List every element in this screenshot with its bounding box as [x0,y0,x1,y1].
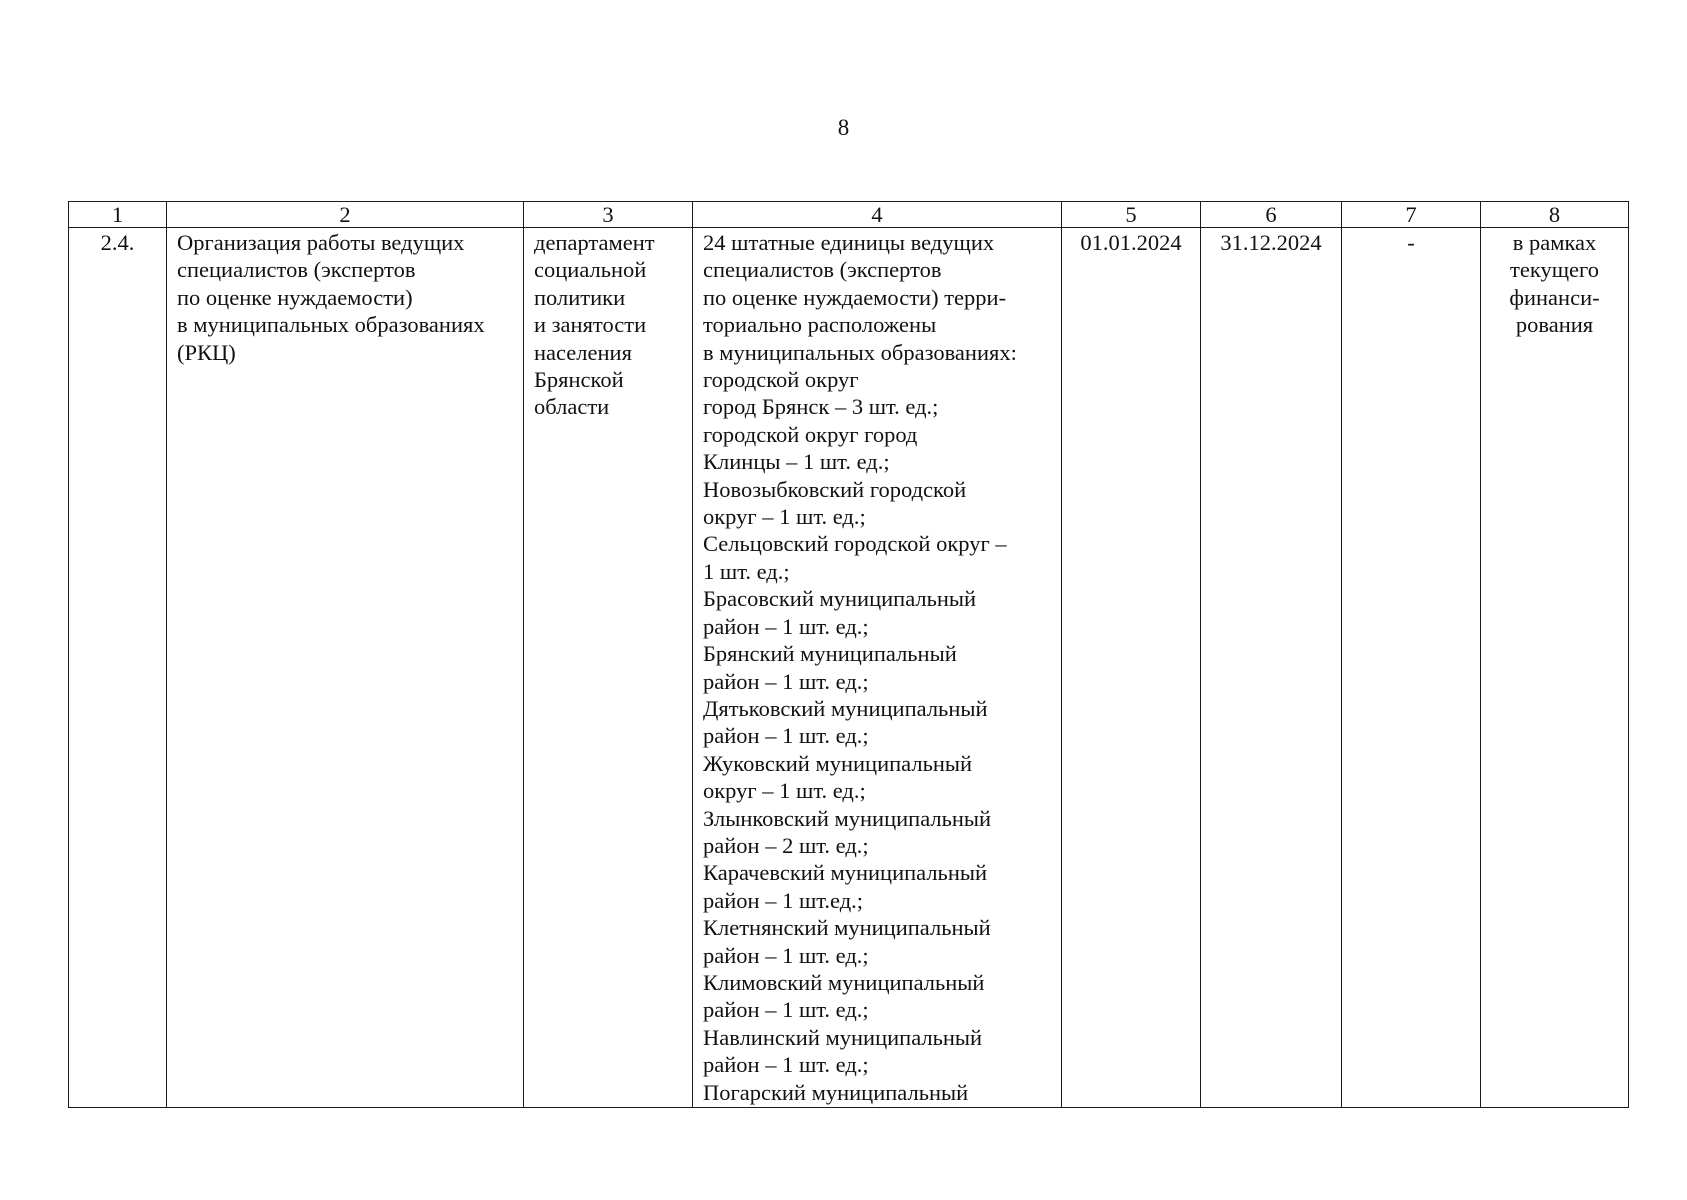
activity-text: Организация работы ведущих специалистов (экспертов по оценке нуждаемости) в муниципальных образованиях (РКЦ) [177,230,485,365]
end-date: 31.12.2024 [1220,230,1322,255]
column-7-value: - [1407,230,1415,255]
header-cell-2: 2 [167,202,524,228]
start-date-cell [1062,228,1201,1108]
column-7-cell [1342,228,1481,1108]
header-cell-1: 1 [69,202,167,228]
row-number-cell [69,228,167,1108]
financing-cell [1481,228,1629,1108]
header-cell-4: 4 [693,202,1062,228]
header-cell-5: 5 [1062,202,1201,228]
header-cell-3: 3 [524,202,693,228]
page-number: 8 [837,115,850,140]
result-cell [693,228,1062,1108]
activity-cell [167,228,524,1108]
header-cell-6: 6 [1201,202,1342,228]
start-date: 01.01.2024 [1080,230,1182,255]
responsible-text: департамент социальной политики и занятости населения Брянской области [534,230,655,420]
responsible-cell [524,228,693,1108]
header-cell-7: 7 [1342,202,1481,228]
end-date-cell [1201,228,1342,1108]
table-row [69,228,1629,1108]
header-cell-8: 8 [1481,202,1629,228]
schedule-table [68,201,1629,1108]
header-row [69,202,1629,228]
result-text: 24 штатные единицы ведущих специалистов (экспертов по оценке нуждаемости) терри- ториально расположены в муниципальных образованиях: городской округ город Брянск – 3 шт. ед.; городской округ город Клинцы – 1 шт. ед.; Новозыбковский городской округ – 1 шт. ед.; Сельцовский городской округ – 1 шт. ед.; Брасовский муниципальный район – 1 шт. ед.; Брянский муниципальный район – 1 шт. ед.; Дятьковский муниципальный район – 1 шт. ед.; Жуковский муниципальный округ – 1 шт. ед.; Злынковский муниципальный район – 2 шт. ед.; Карачевский муниципальный район – 1 шт.ед.; Клетнянский муниципальный район – 1 шт. ед.; Климовский муниципальный район – 1 шт. ед.; Навлинский муниципальный район – 1 шт. ед.; Погарский муниципальный [703,230,1017,1105]
row-number: 2.4. [100,230,135,255]
financing-text: в рамках текущего финанси- рования [1509,230,1600,338]
